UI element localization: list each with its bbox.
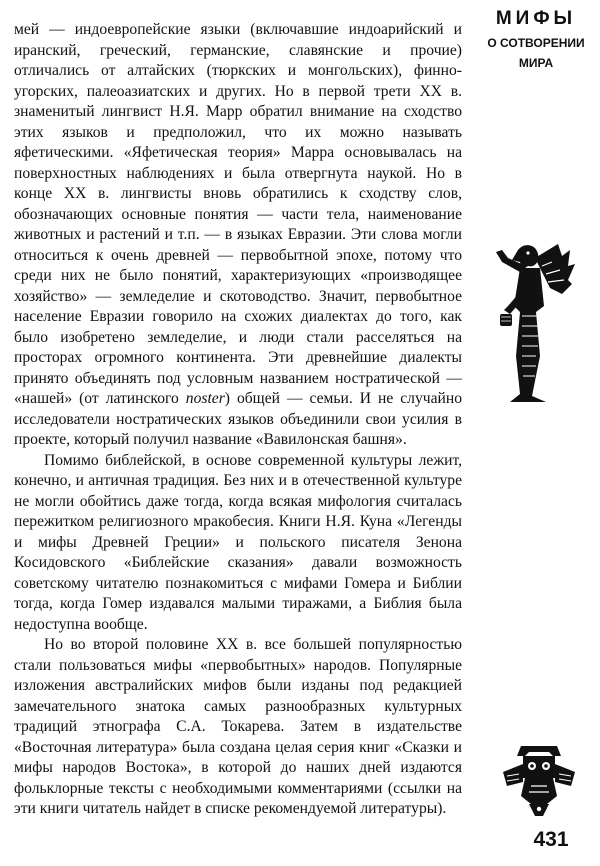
section-title: МИФЫ — [495, 8, 577, 29]
winged-deity-illustration — [480, 236, 580, 406]
paragraph-3: Но во второй половине XX в. все большей популярностью стали пользоваться мифы «первобытных» народов. Популярные изложения австралийских мифов были изданы под редакцией замечательного знатока самых разнообразных культурных традиций этнографа С.А. Токарева. Затем в издательстве «Восточная литература» была создана целая серия книг «Сказки и мифы народов Востока», в которой до наших дней издаются фольклорные тексты с необходимыми комментариями (ссылки на эти книги читатель найдет в списке рекомендуемой литературы). — [14, 636, 462, 817]
main-text-column — [14, 20, 462, 820]
paragraph-1 — [14, 20, 462, 451]
totem-illustration — [499, 742, 579, 820]
paragraph-2: Помимо библейской, в основе современной культуры лежит, конечно, и античная традиция. Без них и в отечественной культуре не могли обойтись даже тогда, когда всякая мифология считалась пережитком религиозного мракобесия. Книги Н.Я. Куна «Легенды и мифы Древней Греции» и польского писателя Зенона Косидовского «Библейские сказания» давали возможность советскому читателю познакомиться с мифами Гомера и Библии тогда, когда Гомер издавался малыми тиражами, а Библия была недоступна вообще. — [14, 451, 462, 633]
paragraph-1-text-end: ) общей — семьи. И не случайно исследователи ностратических языков объединили свои усилия в проекте, который получил название «Вавилонская башня». — [14, 390, 462, 448]
page-number: 431 — [533, 828, 569, 851]
paragraph-1-text: мей — индоевропейские языки (включавшие индоарийский и иранский, греческий, германские, славянские и прочие) отличались от алтайских (тюркских и монгольских), финно-угорских, палеоазиатских и других. Но в первой трети XX в. знаменитый лингвист Н.Я. Марр обратил внимание на сходство этих языков и предположил, что их можно называть яфетическими. «Яфетическая теория» Марра основывалась на поверхностных наблюдениях и была отвергнута наукой. Но в конце XX в. лингвисты вновь обратились к сходству слов, обозначающих основные понятия — части тела, наименование животных и растений и т.п. — в языках Евразии. Эти слова могли относиться к очень древней — первобытной эпохе, потому что среди них не было понятий, характеризующих «производящее хозяйство» — земледелие и скотоводство. Значит, первобытное население Евразии говорило на схожих диалектах до того, как было изобретено земледелие, и люди стали расселяться на просторах огромного континента. Эти древнейшие диалекты принято объединять под условным названием ностратической — «нашей» (от латинского — [14, 21, 462, 407]
section-header — [478, 8, 594, 70]
section-subtitle-2: МИРА — [518, 56, 554, 70]
latin-word-noster: noster — [185, 390, 225, 407]
section-subtitle: О СОТВОРЕНИИ — [487, 36, 585, 50]
